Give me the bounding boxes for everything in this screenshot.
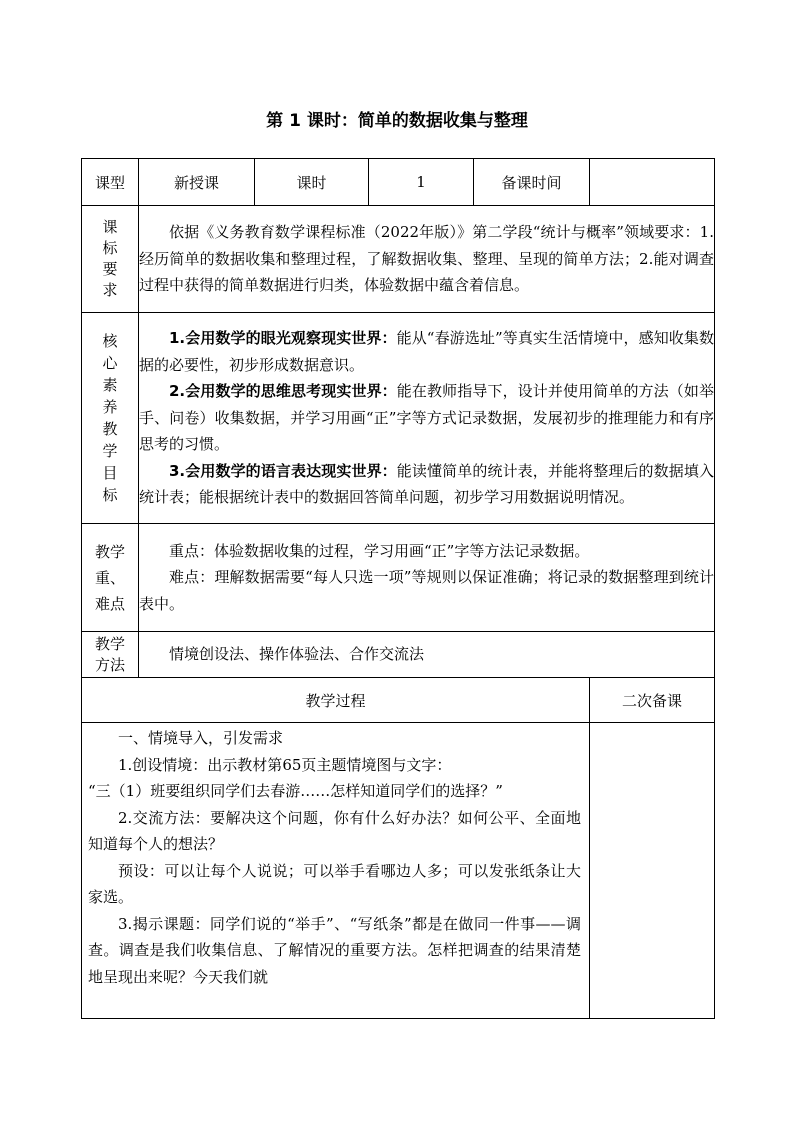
prep-time-value bbox=[590, 159, 715, 206]
methods-row bbox=[82, 632, 715, 678]
second-prep-cell bbox=[590, 723, 715, 1019]
goals-text-cell bbox=[139, 313, 715, 524]
goal-item: 1.会用数学的眼光观察现实世界：能从“春游选址”等真实生活情境中，感知收集数据的必要性，初步形成数据意识。 bbox=[139, 329, 714, 374]
period-value: 1 bbox=[369, 159, 474, 206]
prep-time-label: 备课时间 bbox=[474, 159, 590, 206]
process-paragraph: “三（1）班要组织同学们去春游……怎样知道同学们的选择？” bbox=[88, 782, 503, 800]
difficult-point-text: 难点：理解数据需要“每人只选一项”等规则以保证准确；将记录的数据整理到统计表中。 bbox=[139, 568, 714, 613]
process-header: 教学过程 bbox=[82, 678, 590, 723]
methods-label: 教学 方法 bbox=[82, 632, 139, 678]
lesson-plan-table bbox=[81, 158, 715, 1019]
goals-row bbox=[82, 313, 715, 524]
key-point-text: 重点：体验数据收集的过程，学习用画“正”字等方法记录数据。 bbox=[169, 541, 590, 560]
key-points-row bbox=[82, 524, 715, 632]
process-header-row bbox=[82, 678, 715, 723]
standards-text-cell bbox=[139, 206, 715, 313]
second-prep-header: 二次备课 bbox=[590, 678, 715, 723]
methods-text: 情境创设法、操作体验法、合作交流法 bbox=[169, 645, 425, 664]
process-paragraph: 1.创设情境：出示教材第65页主题情境图与文字： bbox=[118, 755, 452, 774]
goal-item: 3.会用数学的语言表达现实世界：能读懂简单的统计表，并能将整理后的数据填入统计表；能根据统计表中的数据回答简单问题，初步学习用数据说明情况。 bbox=[139, 461, 714, 507]
period-label: 课时 bbox=[255, 159, 369, 206]
type-value: 新授课 bbox=[139, 159, 255, 206]
goals-label: 核 心 素 养 教 学 目 标 bbox=[82, 313, 139, 524]
standards-label: 课 标 要 求 bbox=[82, 206, 139, 313]
standards-text: 依据《义务教育数学课程标准（2022年版）》第二学段“统计与概率”领域要求：1.经历简单的数据收集和整理过程，了解数据收集、整理、呈现的简单方法；2.能对调查过程中获得的简单数据进行归类，体验数据中蕴含着信息。 bbox=[139, 223, 714, 295]
key-points-label: 教学 重、 难点 bbox=[82, 524, 139, 632]
info-row bbox=[82, 159, 715, 206]
process-paragraph: 3.揭示课题：同学们说的“举手”、“写纸条”都是在做同一件事——调查。调查是我们收集信息、了解情况的重要方法。怎样把调查的结果清楚地呈现出来呢？今天我们就 bbox=[88, 914, 581, 986]
type-label: 课型 bbox=[82, 159, 139, 206]
process-paragraph: 预设：可以让每个人说说；可以举手看哪边人多；可以发张纸条让大家选。 bbox=[88, 861, 581, 906]
methods-text-cell bbox=[139, 632, 715, 678]
key-points-text-cell bbox=[139, 524, 715, 632]
process-text-cell bbox=[82, 723, 590, 1019]
process-paragraph: 2.交流方法：要解决这个问题，你有什么好办法？如何公平、全面地知道每个人的想法？ bbox=[88, 808, 581, 853]
process-row bbox=[82, 723, 715, 1019]
process-section-title: 一、情境导入，引发需求 bbox=[118, 729, 284, 747]
goal-item: 2.会用数学的思维思考现实世界：能在教师指导下，设计并使用简单的方法（如举手、问卷）收集数据，并学习用画“正”字等方式记录数据，发展初步的推理能力和有序思考的习惯。 bbox=[139, 382, 714, 454]
standards-row bbox=[82, 206, 715, 313]
page-title: 第 1 课时：简单的数据收集与整理 bbox=[266, 111, 528, 131]
